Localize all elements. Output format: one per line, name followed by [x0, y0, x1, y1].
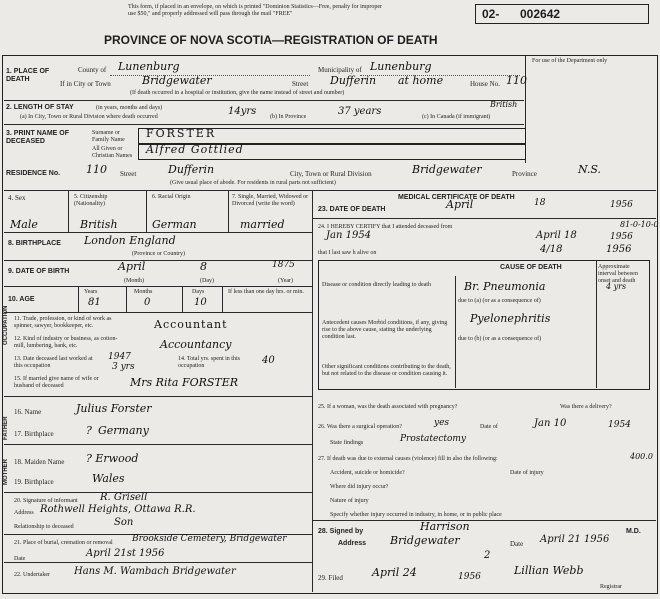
form-title: PROVINCE OF NOVA SCOTIA—REGISTRATION OF DEATH	[104, 33, 438, 47]
hospital-note: (If death occurred in a hospital or institution, give the name instead of street and number)	[130, 90, 345, 96]
total-years-value: 40	[262, 355, 275, 366]
house-no-value: 110	[506, 74, 527, 87]
dob-day-value: 8	[200, 260, 207, 273]
age-days-label: Days	[192, 289, 205, 295]
accident-label: Accident, suicide or homicide?	[330, 470, 405, 476]
hereby-certify-label: 24. I HEREBY CERTIFY that I attended deceased from	[318, 224, 453, 230]
spouse-value: Mrs Rita FORSTER	[130, 376, 239, 389]
informant-address-label: Address	[14, 510, 34, 516]
age-years-value: 81	[88, 297, 101, 308]
father-birthplace-q: ?	[86, 424, 92, 437]
county-value: Lunenburg	[118, 60, 180, 73]
spouse-label: 15. If married give name of wife or husband of deceased	[14, 376, 99, 389]
notice-line-2: use $50," and properly addressed will pass through the mail "FREE"	[128, 11, 293, 17]
cause-of-death-title: CAUSE OF DEATH	[500, 264, 562, 271]
residence-street-value: Dufferin	[168, 163, 215, 176]
mother-birthplace-label: 19. Birthplace	[14, 478, 54, 486]
in-province-label: (b) In Province	[270, 114, 307, 120]
age-years-label: Years	[84, 289, 98, 295]
municipality-value: Lunenburg	[370, 60, 432, 73]
last-alive-year-value: 1956	[606, 244, 632, 255]
antecedent-label: Antecedent causes Morbid conditions, if any, giving rise to the above cause, stating the underlying condition last.	[322, 320, 448, 340]
stay-city-value: 14yrs	[228, 106, 257, 117]
date-injury-label: Date of injury	[510, 470, 544, 476]
surname-value: FORSTER	[146, 127, 217, 140]
nature-injury-label: Nature of injury	[330, 498, 369, 504]
date-last-worked-value-2: 3 yrs	[112, 362, 135, 372]
undertaker-value: Hans M. Wambach Bridgewater	[74, 566, 236, 577]
woman-question-label: 25. If a woman, was the death associated with pregnancy?	[318, 404, 458, 410]
dob-year-value: 1875	[272, 260, 295, 270]
due-to-b-label: due to (b) (or as a consequence of)	[458, 336, 542, 342]
interval-note-value: 4 yrs	[606, 282, 627, 291]
residence-city-value: Bridgewater	[412, 163, 482, 176]
med-date-label: Date	[510, 540, 524, 548]
form-prefix: 02-	[482, 7, 500, 21]
date-last-worked-value: 1947	[108, 352, 131, 362]
death-day-value: 18	[534, 198, 546, 208]
municipality-label: Municipality of	[318, 66, 362, 74]
disease-label: Disease or condition directly leading to death	[322, 282, 431, 288]
industry-value: Accountancy	[160, 338, 232, 351]
age-months-value: 0	[144, 297, 151, 308]
last-alive-value: 4/18	[540, 244, 563, 255]
burial-label: 21. Place of burial, cremation or removal	[14, 540, 113, 546]
dob-month-value: April	[118, 260, 146, 273]
signed-by-value: Harrison	[420, 520, 470, 533]
age-less-label: If less than one day hrs. or min.	[228, 289, 304, 295]
attend-from-value: Jan 1954	[326, 230, 372, 241]
trade-value: Accountant	[154, 318, 228, 331]
attend-year-value: 1956	[610, 232, 633, 242]
filed-label: 29. Filed	[318, 574, 343, 582]
form-border	[2, 55, 658, 594]
date-of-death-label: 23. DATE OF DEATH	[318, 206, 386, 213]
signed-by-label: 28. Signed by	[318, 528, 364, 535]
surgical-label: 26. Was there a surgical operation?	[318, 424, 402, 430]
informant-value: R. Grisell	[100, 492, 148, 503]
father-side-label: FATHER	[3, 416, 9, 440]
dept-use-label: For use of the Department only	[532, 58, 608, 64]
external-causes-label: 27. If death was due to external causes (violence) fill in also the following:	[318, 456, 498, 462]
relationship-value: Son	[114, 517, 134, 528]
birthplace-value: London England	[84, 234, 176, 247]
city-value: Bridgewater	[142, 74, 212, 87]
margin-note-top: 81-0-10-0	[620, 220, 659, 229]
residence-no-value: 110	[86, 163, 107, 176]
place-of-death-label: 1. PLACE OF DEATH	[6, 68, 50, 83]
in-province-value: 37 years	[338, 106, 382, 117]
where-injury-label: Where did injury occur?	[330, 484, 389, 490]
industry-label: 12. Kind of industry or business, as cotton-mill, lumbering, bank, etc.	[14, 336, 118, 349]
form-number-box	[475, 4, 649, 24]
last-alive-label: that I last saw h alive on	[318, 250, 377, 256]
in-canada-value: British	[490, 100, 518, 109]
burial-date-label: Date	[14, 556, 26, 562]
informant-address-value: Rothwell Heights, Ottawa R.R.	[40, 504, 196, 515]
mother-maiden-label: 18. Maiden Name	[14, 458, 65, 466]
surname-label: Surname or Family Name	[92, 130, 125, 143]
racial-value: German	[152, 218, 197, 231]
medical-cert-title: MEDICAL CERTIFICATE OF DEATH	[398, 194, 515, 201]
residence-province-value: N.S.	[578, 163, 602, 176]
margin-400: 400.0	[630, 452, 653, 461]
mother-maiden-value: ? Erwood	[86, 452, 139, 465]
death-month-value: April	[446, 198, 474, 211]
registrar-label: Registrar	[600, 584, 622, 590]
med-date-value: April 21 1956	[540, 534, 610, 545]
attend-to-value: April 18	[536, 230, 577, 241]
other-significant-label: Other significant conditions contributing to the death, but not related to the disease or condition causing it.	[322, 364, 451, 377]
marital-value: married	[240, 218, 285, 231]
date-of-label: Date of	[480, 424, 498, 430]
filed-value: April 24	[372, 566, 417, 579]
sex-value: Male	[10, 218, 38, 231]
registrar-signature: Lillian Webb	[514, 564, 584, 577]
date-last-worked-label: 13. Date deceased last worked at this occupation	[14, 356, 93, 369]
citizenship-value: British	[80, 218, 118, 231]
filed-number: 2	[484, 550, 491, 561]
dob-month-sub: (Month)	[124, 278, 144, 284]
md-label: M.D.	[626, 528, 641, 535]
birthplace-sub: (Province or Country)	[132, 251, 185, 257]
surgical-answer: yes	[434, 418, 450, 428]
surgical-year-value: 1954	[608, 420, 631, 430]
residence-province-label: Province	[512, 170, 537, 178]
mother-birthplace-value: Wales	[92, 472, 125, 485]
delivery-label: Was there a delivery?	[560, 404, 612, 410]
notice-line-1: This form, if placed in an envelope, on which is printed "Dominion Statistics—Free, penalty for improper	[128, 4, 383, 10]
street-label: Street	[292, 80, 309, 88]
findings-value: Prostatectomy	[400, 434, 467, 444]
given-names-label: All Given or Christian Names	[92, 146, 133, 159]
age-label: 10. AGE	[8, 296, 35, 303]
father-name-label: 16. Name	[14, 408, 42, 416]
father-birthplace-value: Germany	[98, 424, 149, 437]
street-value: Dufferin	[330, 74, 377, 87]
residence-label: RESIDENCE No.	[6, 170, 61, 177]
due-to-a-label: due to (a) (or as a consequence of)	[458, 298, 541, 304]
trade-label: 11. Trade, profession, or kind of work as spinner, sawyer, bookkeeper, etc.	[14, 316, 112, 329]
occupation-side-label: OCCUPATION	[3, 305, 9, 345]
cause-b-value: Pyelonephritis	[470, 312, 551, 325]
racial-origin-label: 6. Racial Origin	[152, 194, 191, 200]
birthplace-label: 8. BIRTHPLACE	[8, 240, 61, 247]
total-years-label: 14. Total yrs. spent in this occupation	[178, 356, 240, 369]
residence-note: (Give usual place of abode. For residents in rural parts not sufficient)	[170, 180, 336, 186]
med-address-value: Bridgewater	[390, 534, 460, 547]
undertaker-label: 22. Undertaker	[14, 572, 50, 578]
citizenship-label: 5. Citizenship (Nationality)	[74, 194, 108, 207]
age-months-label: Months	[134, 289, 153, 295]
specify-injury-label: Specify whether injury occurred in industry, in home, or in public place	[330, 512, 502, 518]
interval-label: Approximate interval between onset and death	[598, 264, 638, 284]
given-value: Alfred Gottlied	[146, 143, 244, 156]
length-of-stay-sub: (in years, months and days)	[96, 105, 163, 111]
state-findings-label: State findings	[330, 440, 364, 446]
county-label: County of	[78, 66, 107, 74]
in-canada-label: (c) In Canada (if immigrant)	[422, 114, 491, 120]
relationship-label: Relationship to deceased	[14, 524, 74, 530]
length-of-stay-label: 2. LENGTH OF STAY	[6, 104, 74, 111]
form-number: 002642	[520, 7, 561, 21]
print-name-label: 3. PRINT NAME OF DECEASED	[6, 130, 70, 145]
burial-value: Brookside Cemetery, Bridgewater	[132, 534, 287, 544]
burial-date-value: April 21st 1956	[86, 548, 165, 559]
sex-label: 4. Sex	[8, 194, 26, 202]
at-home-value: at home	[398, 74, 444, 87]
dob-year-sub: (Year)	[278, 278, 294, 284]
surgical-date-value: Jan 10	[534, 418, 567, 429]
age-days-value: 10	[194, 297, 207, 308]
father-birthplace-label: 17. Birthplace	[14, 430, 54, 438]
city-label: If in City or Town	[60, 80, 111, 88]
filed-year-value: 1956	[458, 572, 481, 582]
residence-street-label: Street	[120, 170, 137, 178]
house-no-label: House No.	[470, 80, 500, 88]
marital-label: 7. Single, Married, Widowed or Divorced (write the word)	[232, 194, 309, 207]
cause-a-value: Br. Pneumonia	[464, 280, 546, 293]
father-name-value: Julius Forster	[76, 402, 152, 415]
mother-side-label: MOTHER	[3, 459, 9, 485]
stay-city-label: (a) In City, Town or Rural Division where death occurred	[20, 114, 158, 120]
med-address-label: Address	[338, 540, 367, 547]
dob-day-sub: (Day)	[200, 278, 214, 284]
residence-city-label: City, Town or Rural Division	[290, 170, 372, 178]
dob-label: 9. DATE OF BIRTH	[8, 268, 70, 275]
death-year-value: 1956	[610, 200, 633, 210]
informant-label: 20. Signature of informant	[14, 498, 78, 504]
